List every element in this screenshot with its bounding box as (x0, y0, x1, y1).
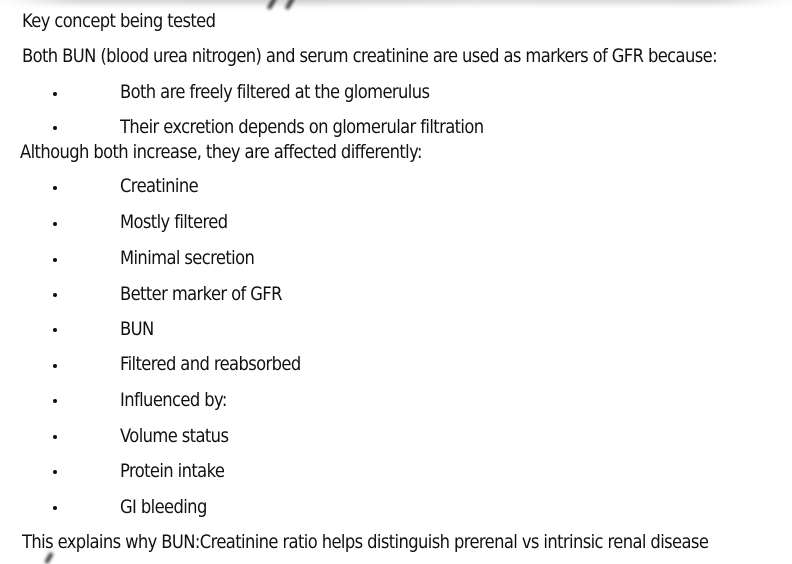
cropped-previous-text (0, 0, 792, 4)
list-item: GI bleeding (120, 496, 207, 518)
list-bullet (53, 470, 57, 474)
list-bullet (53, 506, 57, 510)
contrast-intro: Although both increase, they are affected differently: (20, 141, 422, 163)
intro-text: Both BUN (blood urea nitrogen) and serum creatinine are used as markers of GFR because: (22, 45, 717, 67)
list-item: Filtered and reabsorbed (120, 353, 301, 375)
list-bullet (53, 293, 57, 297)
list-bullet (53, 186, 57, 190)
list-item: Mostly filtered (120, 211, 228, 233)
heading: Key concept being tested (22, 10, 216, 32)
list-item: Creatinine (120, 175, 199, 197)
list-item: Influenced by: (120, 389, 227, 411)
list-item: Minimal secretion (120, 247, 255, 269)
reason-bullet (53, 126, 57, 130)
list-item: BUN (120, 318, 154, 340)
reason-item: Both are freely filtered at the glomerulus (120, 81, 430, 103)
list-item: Volume status (120, 425, 229, 447)
list-bullet (53, 364, 57, 368)
list-bullet (53, 328, 57, 332)
reason-item: Their excretion depends on glomerular filtration (120, 116, 484, 138)
reason-bullet (53, 92, 57, 96)
list-bullet (53, 399, 57, 403)
list-bullet (53, 258, 57, 262)
list-item: Protein intake (120, 460, 225, 482)
list-item: Better marker of GFR (120, 283, 282, 305)
list-bullet (53, 222, 57, 226)
conclusion: This explains why BUN:Creatinine ratio helps distinguish prerenal vs intrinsic renal disease (22, 531, 709, 553)
list-bullet (53, 435, 57, 439)
